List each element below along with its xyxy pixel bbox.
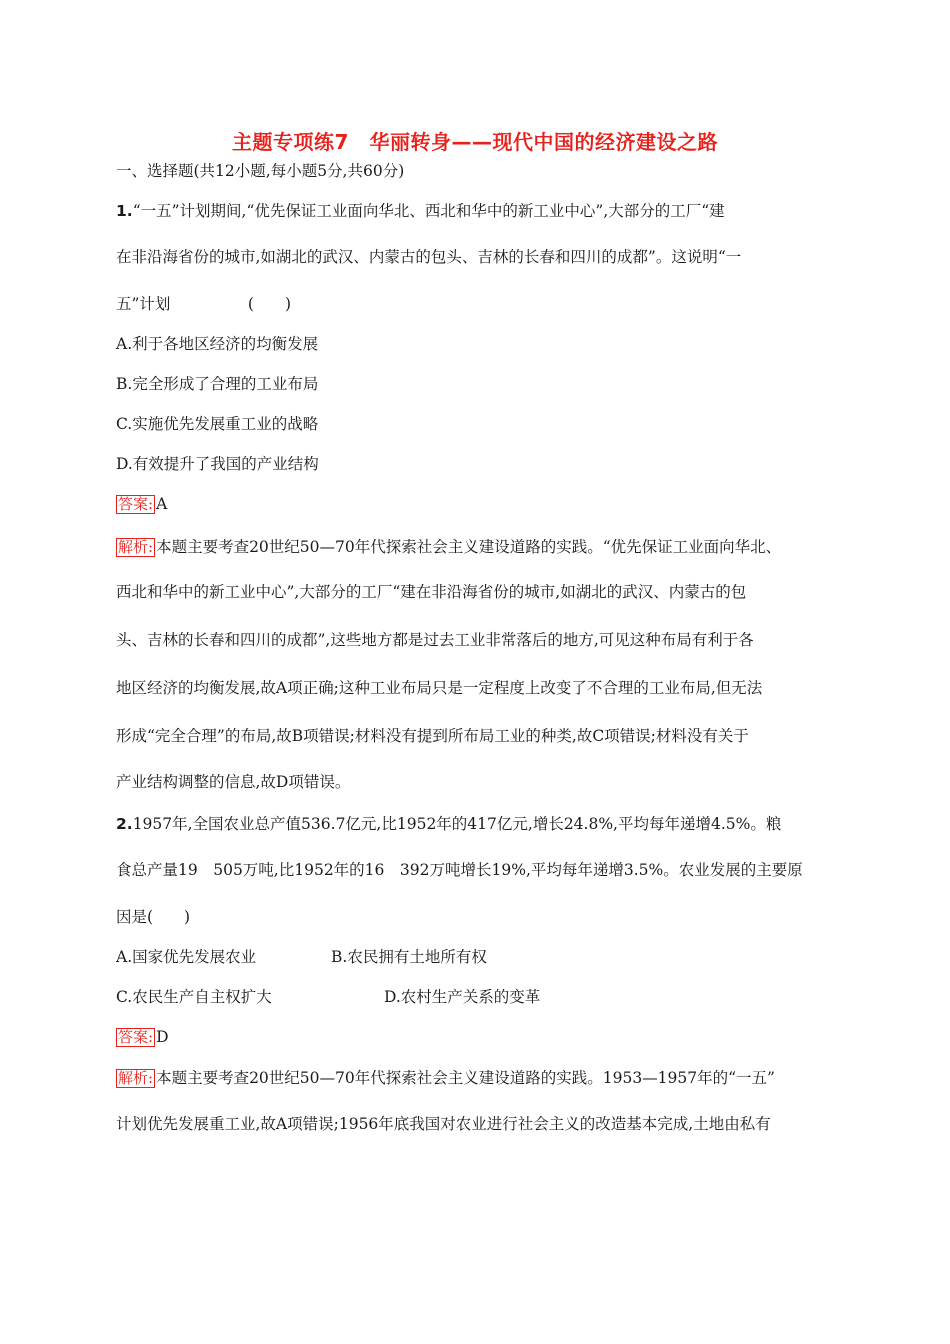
q1-analysis-text-1: 本题主要考查20世纪50—70年代探索社会主义建设道路的实践。“优先保证工业面向华北、 <box>156 538 782 556</box>
q2-option-b: B.农民拥有土地所有权 <box>331 948 487 966</box>
q1-option-d: D.有效提升了我国的产业结构 <box>116 455 319 473</box>
q1-stem-text-1: “一五”计划期间,“优先保证工业面向华北、西北和华中的新工业中心”,大部分的工厂“建 <box>132 202 725 220</box>
q1-stem-line-1 <box>116 201 836 221</box>
q2-number: 2. <box>116 815 133 833</box>
q2-answer-value: D <box>156 1028 169 1046</box>
q2-stem-line-1 <box>116 814 836 834</box>
q1-analysis-line-5: 形成“完全合理”的布局,故B项错误;材料没有提到所布局工业的种类,故C项错误;材料没有关于 <box>116 727 749 745</box>
q1-stem-line-3: 五”计划 ( ) <box>116 295 292 313</box>
q2-answer <box>116 1027 836 1047</box>
q1-option-c: C.实施优先发展重工业的战略 <box>116 415 319 433</box>
analysis-tag: 解析: <box>118 538 154 556</box>
q1-analysis-line-4: 地区经济的均衡发展,故A项正确;这种工业布局只是一定程度上改变了不合理的工业布局,但无法 <box>116 679 763 697</box>
q2-stem-line-3: 因是( ) <box>116 908 191 926</box>
q1-option-b: B.完全形成了合理的工业布局 <box>116 375 319 393</box>
page-title: 主题专项练7 华丽转身——现代中国的经济建设之路 <box>232 130 718 154</box>
q2-stem-line-2: 食总产量19 505万吨,比1952年的16 392万吨增长19%,平均每年递增3.5%。农业发展的主要原 <box>116 861 803 879</box>
answer-tag: 答案: <box>118 1028 154 1046</box>
q2-option-c: C.农民生产自主权扩大 <box>116 988 272 1006</box>
q2-analysis-line-1 <box>116 1068 836 1088</box>
q2-analysis-line-2: 计划优先发展重工业,故A项错误;1956年底我国对农业进行社会主义的改造基本完成,土地由私有 <box>116 1115 771 1133</box>
q2-option-a: A.国家优先发展农业 <box>116 948 257 966</box>
q1-answer-value: A <box>156 495 168 513</box>
q2-option-row-2 <box>116 987 836 1007</box>
q2-stem-text-1: 1957年,全国农业总产值536.7亿元,比1952年的417亿元,增长24.8%,平均每年递增4.5%。粮 <box>132 815 782 833</box>
q2-option-row-1 <box>116 947 836 967</box>
q1-option-a: A.利于各地区经济的均衡发展 <box>116 335 319 353</box>
q1-analysis-line-1 <box>116 537 836 557</box>
q1-analysis-line-2: 西北和华中的新工业中心”,大部分的工厂“建在非沿海省份的城市,如湖北的武汉、内蒙古的包 <box>116 583 747 601</box>
q1-analysis-line-3: 头、吉林的长春和四川的成都”,这些地方都是过去工业非常落后的地方,可见这种布局有利于各 <box>116 631 754 649</box>
section-heading: 一、选择题(共12小题,每小题5分,共60分) <box>116 162 405 180</box>
q1-analysis-line-6: 产业结构调整的信息,故D项错误。 <box>116 773 351 791</box>
q1-answer <box>116 494 836 514</box>
q1-number: 1. <box>116 202 133 220</box>
q1-stem-line-2: 在非沿海省份的城市,如湖北的武汉、内蒙古的包头、吉林的长春和四川的成都”。这说明“一 <box>116 248 742 266</box>
q2-analysis-text-1: 本题主要考查20世纪50—70年代探索社会主义建设道路的实践。1953—1957年的“一五” <box>156 1069 775 1087</box>
q2-option-d: D.农村生产关系的变革 <box>384 988 541 1006</box>
answer-tag: 答案: <box>118 495 154 513</box>
analysis-tag: 解析: <box>118 1069 154 1087</box>
